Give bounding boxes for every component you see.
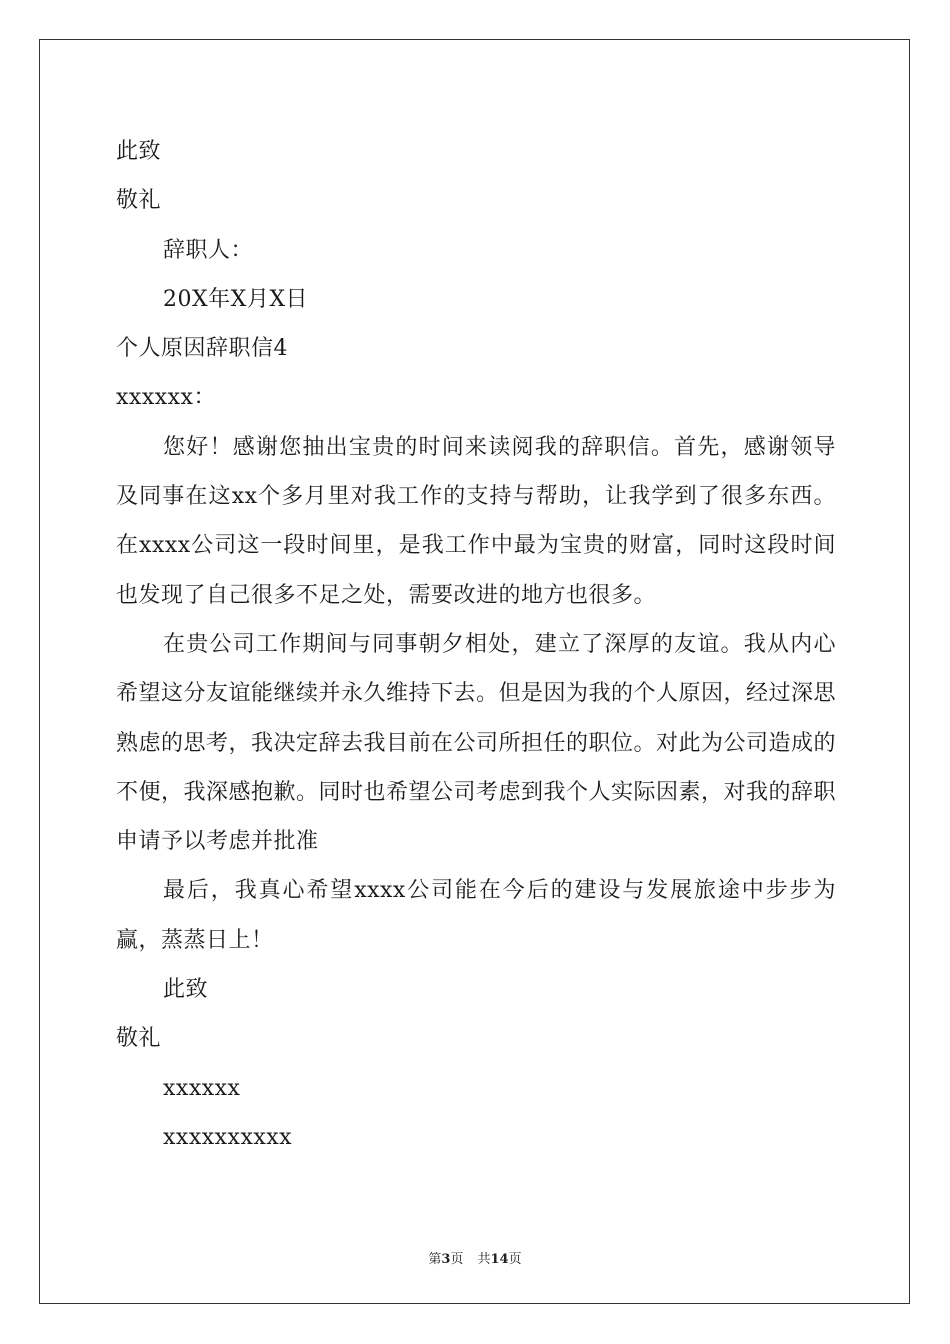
body-paragraph-2: 在贵公司工作期间与同事朝夕相处，建立了深厚的友谊。我从内心希望这分友谊能继续并永久维持下去。但是因为我的个人原因，经过深思熟虑的思考，我决定辞去我目前在公司所担任的职位。对此为公司造成的不便，我深感抱歉。同时也希望公司考虑到我个人实际因素，对我的辞职申请予以考虑并批准 [116,631,837,855]
date-line: 20X年X月X日 [163,286,308,312]
signer-label: 辞职人： [163,237,254,263]
total-prefix: 共 [477,1252,491,1267]
sender-date: xxxxxxxxxx [163,1124,293,1150]
page-footer [0,1248,950,1267]
closing-line-2: 此致 [163,977,209,1003]
salutation-line-2: 敬礼 [116,1026,162,1052]
sender-name: xxxxxx [163,1075,241,1101]
letter-body [116,127,836,1162]
total-page-number: 14 [490,1252,509,1267]
page-suffix: 页 [450,1252,464,1267]
total-suffix: 页 [508,1252,522,1267]
current-page-number: 3 [441,1252,451,1267]
recipient-line: xxxxxx： [116,385,216,411]
body-paragraph-3: 最后，我真心希望xxxx公司能在今后的建设与发展旅途中步步为赢，蒸蒸日上！ [116,878,836,953]
salutation-line: 敬礼 [116,188,162,214]
body-paragraph-1: 您好！感谢您抽出宝贵的时间来读阅我的辞职信。首先，感谢领导及同事在这xx个多月里对我工作的支持与帮助，让我学到了很多东西。在xxxx公司这一段时间里，是我工作中最为宝贵的财富，同时这段时间也发现了自己很多不足之处，需要改进的地方也很多。 [116,434,836,608]
section-heading: 个人原因辞职信4 [116,336,288,362]
closing-line: 此致 [116,139,162,164]
page-prefix: 第 [428,1252,442,1267]
